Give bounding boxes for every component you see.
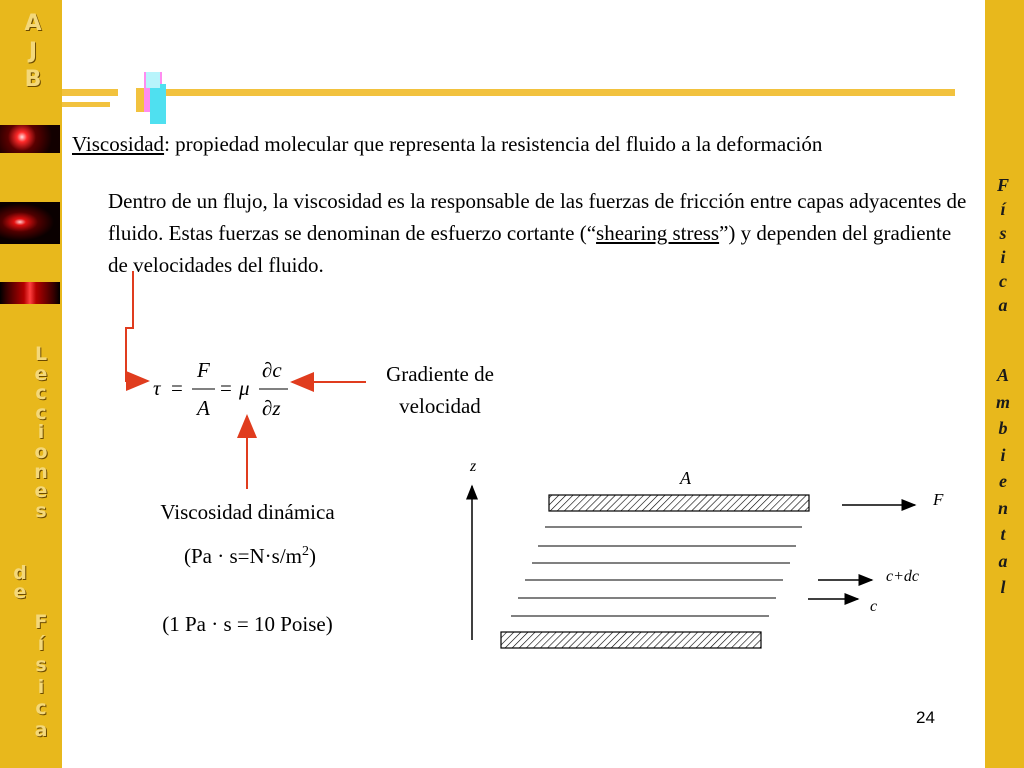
- eq-equals: =: [171, 376, 183, 400]
- sidebar-letter: A: [996, 365, 1009, 385]
- eq-dz: ∂z: [262, 396, 281, 420]
- sidebar-letter: a: [998, 550, 1008, 571]
- shearing-stress-term: shearing stress: [596, 221, 720, 245]
- units-main: (Pa · s=N·s/m: [183, 544, 302, 568]
- sidebar-letter: s: [35, 499, 47, 522]
- sidebar-letter: t: [1000, 524, 1006, 544]
- top-moving-plate: [549, 495, 809, 511]
- gradient-label-line2: velocidad: [399, 394, 481, 418]
- sidebar-letter: c: [999, 271, 1007, 291]
- sidebar-letter: n: [34, 460, 48, 483]
- sidebar-letter: n: [997, 497, 1008, 518]
- eq-dc: ∂c: [262, 358, 282, 382]
- sidebar-letter: c: [35, 401, 47, 424]
- bottom-fixed-plate: [501, 632, 761, 648]
- units-close: ): [309, 544, 316, 568]
- sidebar-letter: í: [37, 632, 45, 655]
- sidebar-letter: i: [1000, 444, 1006, 465]
- viscosidad-dinamica-label: Viscosidad dinámica: [160, 500, 335, 524]
- red-connector-arrow: [126, 271, 148, 381]
- sidebar-letter: A: [24, 11, 42, 36]
- sidebar-letter: í: [1000, 199, 1006, 219]
- sidebar-letter: e: [34, 362, 48, 385]
- sidebar-letter: e: [13, 581, 27, 603]
- sidebar-letter: a: [34, 718, 48, 741]
- units-superscript: 2: [302, 544, 309, 559]
- sidebar-letter: d: [13, 562, 27, 584]
- sidebar-letter: s: [35, 654, 47, 677]
- sidebar-letter: e: [999, 471, 1007, 491]
- area-label: A: [680, 468, 691, 488]
- sidebar-letter: i: [1000, 247, 1006, 267]
- sidebar-letter: J: [28, 39, 38, 64]
- velocity-cdc-label: c+dc: [886, 568, 919, 585]
- sidebar-letter: m: [995, 391, 1010, 412]
- sidebar-letter: b: [998, 418, 1008, 438]
- gradient-label-line1: Gradiente de: [386, 362, 494, 386]
- velocity-c-label: c: [870, 598, 878, 615]
- sidebar-letter: c: [35, 697, 47, 720]
- eq-equals: =: [220, 376, 232, 400]
- sidebar-letter: i: [37, 421, 45, 444]
- poise-label: (1 Pa · s = 10 Poise): [162, 612, 333, 636]
- eq-mu: μ: [239, 376, 250, 400]
- sidebar-letter: o: [34, 440, 48, 463]
- sidebar-letter: c: [35, 382, 47, 405]
- sidebar-letter: B: [24, 67, 42, 92]
- force-label: F: [933, 490, 944, 509]
- sidebar-letter: a: [998, 295, 1008, 315]
- sidebar-letter: L: [34, 343, 48, 365]
- eq-A: A: [197, 396, 210, 420]
- paragraph-part1: Dentro de un flujo, la viscosidad es la responsable de las fuerzas de fricción entre capas adyacentes de fluido. Estas fuerzas se denominan de esfuerzo cortante (“: [108, 189, 967, 245]
- sidebar-letter: s: [999, 223, 1007, 243]
- sidebar-letter: l: [1000, 577, 1006, 597]
- sidebar-letter: F: [34, 611, 48, 633]
- sidebar-letter: F: [996, 175, 1009, 195]
- eq-F: F: [197, 358, 210, 382]
- viscosidad-definition-text: : propiedad molecular que representa la resistencia del fluido a la deformación: [164, 132, 823, 156]
- sidebar-letter: e: [34, 480, 48, 503]
- viscosidad-term: Viscosidad: [72, 132, 165, 156]
- z-axis-label: z: [470, 458, 477, 475]
- paragraph-part2: ”) y dependen del gradiente de velocidades del fluido.: [108, 221, 952, 277]
- eq-tau: τ: [153, 376, 161, 400]
- sidebar-letter: i: [37, 675, 45, 698]
- page-number: 24: [916, 708, 935, 727]
